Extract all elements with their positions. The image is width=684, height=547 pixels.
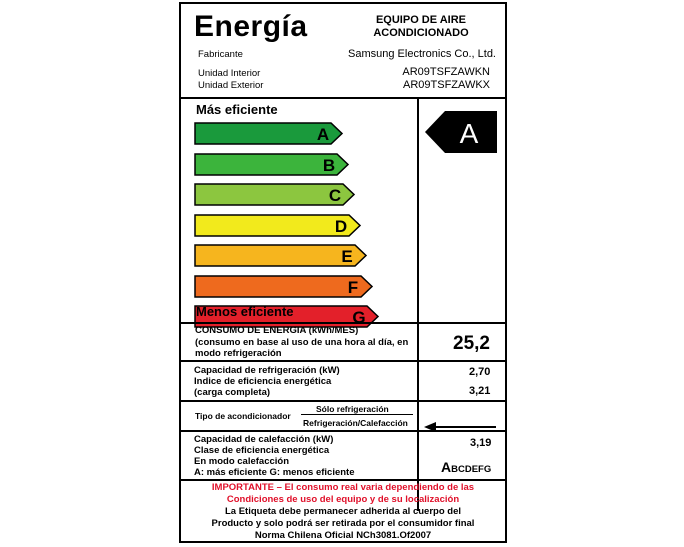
outdoor-unit-value: AR09TSFZAWKX <box>403 79 490 91</box>
cooling-capacity-label: Capacidad de refrigeración (kW) <box>194 365 340 376</box>
efficiency-index-sub: (carga completa) <box>194 387 271 398</box>
efficiency-class-f <box>194 275 374 295</box>
type-option-heatpump: Refrigeración/Calefacción <box>303 418 408 428</box>
consumption-value: 25,2 <box>453 333 490 354</box>
equipment-type-line1: EQUIPO DE AIRE <box>375 14 467 26</box>
divider <box>181 322 505 324</box>
heating-class-letter: A <box>441 459 452 475</box>
divider <box>181 97 505 99</box>
efficiency-class-e <box>194 244 368 264</box>
heating-class-rest: BCDEFG <box>451 464 492 475</box>
efficiency-class-d <box>194 214 362 234</box>
efficiency-class-letter: G <box>352 308 366 327</box>
divider <box>181 430 505 432</box>
heating-scale-note: A: más eficiente G: menos eficiente <box>194 467 355 478</box>
notice-line2: Condiciones de uso del equipo y de su localización <box>226 494 460 505</box>
divider <box>181 360 505 362</box>
notice-line3: La Etiqueta debe permanecer adherida al cuerpo del <box>225 506 461 517</box>
energy-label <box>179 2 507 543</box>
divider <box>417 97 419 322</box>
divider <box>181 479 505 481</box>
efficiency-class-a <box>194 122 344 142</box>
manufacturer-value: Samsung Electronics Co., Ltd. <box>348 48 496 60</box>
notice-line4: Producto y solo podrá ser retirada por el consumidor final <box>211 518 475 529</box>
divider <box>181 400 505 402</box>
efficiency-class-letter: E <box>341 247 353 266</box>
efficiency-class-letter: C <box>328 186 342 205</box>
heating-mode-label: En modo calefacción <box>194 456 290 467</box>
rating-indicator <box>425 111 497 158</box>
type-option-cooling: Sólo refrigeración <box>316 404 389 414</box>
divider <box>301 414 413 415</box>
heating-class-label: Clase de eficiencia energética <box>194 445 330 456</box>
notice-line1: IMPORTANTE – El consumo real varia dependiendo de las <box>211 482 475 493</box>
cooling-capacity-value: 2,70 <box>469 366 491 378</box>
selected-type-arrow <box>424 419 498 437</box>
consumption-note1: (consumo en base al uso de una hora al día, en <box>195 337 409 348</box>
indoor-unit-label: Unidad Interior <box>198 68 261 79</box>
heating-capacity-value: 3,19 <box>470 437 492 449</box>
equipment-type <box>346 14 496 40</box>
type-label: Tipo de acondicionador <box>195 411 291 421</box>
less-efficient-label: Menos eficiente <box>196 304 294 319</box>
efficiency-class-letter: B <box>322 155 336 175</box>
efficiency-index-value: 3,21 <box>469 385 491 397</box>
consumption-title: CONSUMO DE ENERGIA (kWh/MES) <box>195 325 359 336</box>
outdoor-unit-label: Unidad Exterior <box>198 80 264 91</box>
manufacturer-label: Fabricante <box>198 49 243 60</box>
efficiency-class-letter: A <box>316 125 330 144</box>
heating-class-value <box>441 459 491 477</box>
label-title: Energía <box>194 10 308 43</box>
efficiency-class-letter: D <box>334 216 348 236</box>
rating-letter: A <box>459 118 479 149</box>
efficiency-class-b <box>194 153 350 173</box>
equipment-type-line2: ACONDICIONADO <box>373 27 469 39</box>
efficiency-index-label: Indice de eficiencia energética <box>194 376 332 387</box>
efficiency-class-c <box>194 183 356 203</box>
heating-capacity-label: Capacidad de calefacción (kW) <box>194 434 334 445</box>
efficiency-class-letter: F <box>347 277 359 297</box>
notice-line5: Norma Chilena Oficial NCh3081.Of2007 <box>254 530 432 541</box>
consumption-note2: modo refrigeración <box>195 348 282 359</box>
more-efficient-label: Más eficiente <box>196 102 278 117</box>
indoor-unit-value: AR09TSFZAWKN <box>402 66 490 78</box>
